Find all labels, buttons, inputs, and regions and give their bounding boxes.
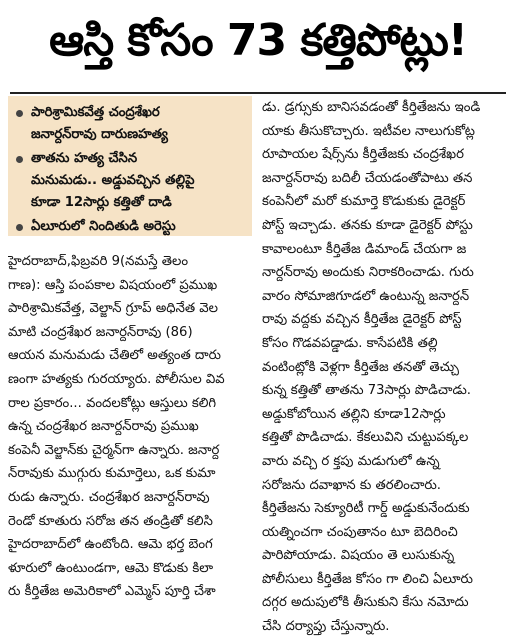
article-line: ఉన్న చంద్రశేఖర జనార్దన్‌రావు ప్రముఖ (8, 419, 199, 435)
headline-rule (10, 92, 506, 94)
highlight-item (14, 216, 246, 238)
highlight-item (14, 148, 246, 214)
highlight-line: కూడా 12సార్లు కత్తితో దాడి (31, 195, 172, 210)
article-line: కత్తితో పొడిచాడు. కేకలువిని చుట్టుపక్కల (262, 430, 469, 446)
article-line: పారిశ్రామికవేత్త, వెల్జాన్ గ్రూప్ అధినేత వెల (8, 301, 219, 317)
article-line: కోసం గొడవపడ్డాడు. కాసేపటికి తల్లి (262, 335, 438, 351)
article-line: ళూరులో ఉంటుండగా, ఆమె కొడుకు కిలా (8, 560, 214, 576)
article-line: మాటి చంద్రశేఖర జనార్దన్‌రావు (86) (8, 324, 193, 340)
article-right-column (262, 96, 510, 639)
bullet-icon (16, 156, 23, 163)
article-line: యాకు తీసుకొచ్చారు. ఇటీవల నాలుగుకోట్ల (262, 123, 475, 139)
article-line: న్‌రావుకు ముగ్గురు కుమార్తెలు, ఒక కుమా (8, 466, 216, 482)
article-line: సరోజను దవాఖాన కు తరలించారు. (262, 477, 441, 493)
article-line: హైదరాబాద్‌లో ఉంటోంది. ఆమె భర్త బెంగ (8, 537, 213, 553)
article-line: వారు వచ్చి ర క్తపు మడుగులో ఉన్న (262, 453, 440, 469)
article-line: పోస్ట్ ఇచ్చాడు. తనకు కూడా డైరెక్టర్ పోస్టు (262, 217, 473, 233)
article-line: రాల ప్రకారం... వందలకోట్లు ఆస్తులు కలిగి (8, 395, 217, 411)
highlight-line: ఏలూరులో నిందితుడి అరెస్టు (31, 219, 176, 234)
bullet-icon (16, 224, 23, 231)
bullet-icon (16, 110, 23, 117)
article-line: పోలీసులు కీర్తితేజ కోసం గా లించి ఏలూరు (262, 571, 473, 587)
article-line: కున్న కత్తితో తాతను 73సార్లు పొడిచాడు. (262, 383, 471, 399)
highlight-line: తాతను హత్య చేసిన (31, 151, 138, 166)
article-line: జనార్దన్‌రావు బదిలీ చేయడంతోపాటు తన (262, 170, 473, 186)
article-line: కంపెనీలో మరో కుమార్తె కొడుకుకు డైరెక్టర్ (262, 194, 466, 210)
article-line: అడ్డుకోబోయిన తల్లిని కూడా12సార్లు (262, 406, 446, 422)
article-line: హైదరాబాద్,ఫిబ్రవరి 9(నమస్తే తెలం (8, 254, 189, 269)
article-line: రెండో కూతురు సరోజ తన తండ్రితో కలిసి (8, 513, 213, 529)
article-line: రు కీర్తితేజ అమెరికాలో ఎమ్మెస్ పూర్తి చేశా (8, 584, 216, 600)
article-line: కావాలంటూ కీర్తితేజ డిమాండ్ చేయగా జ (262, 241, 467, 257)
article-line: ఆయన మనుమడు చేతిలో అత్యంత దారు (8, 348, 221, 364)
article-line: దగ్గర అదుపులోకి తీసుకుని కేసు నమోదు (262, 595, 469, 611)
article-left-column (8, 250, 258, 604)
article-line: రావు వద్దకు వచ్చిన కీర్తితేజ డైరెక్టర్ పోస్ట్ (262, 312, 462, 328)
article-line: పారిపోయాడు. విషయం తె లుసుకున్న (262, 548, 455, 564)
article-line: నార్దన్‌రావు అందుకు నిరాకరించాడు. గురు (262, 265, 474, 281)
article-line: యత్నించగా చంపుతానం టూ బెదిరించి (262, 524, 458, 540)
highlights-box (8, 96, 252, 236)
highlight-line: జనార్దన్‌రావు దారుణహత్య (31, 127, 168, 142)
article-line: రుడు ఉన్నారు. చంద్రశేఖర జనార్దన్‌రావు (8, 489, 210, 505)
article-line: వారం సోమాజిగూడలో ఉంటున్న జనార్దన్ (262, 288, 470, 304)
article-line: ణంగా హత్యకు గురయ్యారు. పోలీసుల వివ (8, 371, 225, 387)
article-line: కంపెనీ వెల్జాన్‌కు చైర్మన్‌గా ఉన్నారు. జనార్ద (8, 442, 220, 458)
article-line: చేసి దర్యాప్తు చేస్తున్నారు. (262, 619, 390, 635)
article-line: కీర్తితేజను సెక్యూరిటీ గార్డ్ అడ్డుకునేందుకు (262, 501, 470, 517)
article-line: గాణ): ఆస్తి పంపకాల విషయంలో ప్రముఖ (8, 277, 218, 293)
highlight-item (14, 102, 246, 146)
highlight-line: పారిశ్రామికవేత్త చంద్రశేఖర (31, 105, 160, 120)
article-line: వంటింట్లోకి వెళ్లగా కీర్తితేజ తనతో తెచ్చు (262, 359, 459, 375)
highlight-line: మనుమడు.. అడ్డువచ్చిన తల్లిపై (31, 173, 195, 188)
article-line: రూపాయల షేర్స్‌ను కీర్తితేజకు చంద్రశేఖర (262, 147, 464, 163)
article-line: డు. డ్రగ్సుకు బానిసవడంతో కీర్తితేజను ఇండి (262, 100, 481, 115)
headline: ఆస్తి కోసం 73 కత్తిపోట్లు! (49, 15, 467, 66)
